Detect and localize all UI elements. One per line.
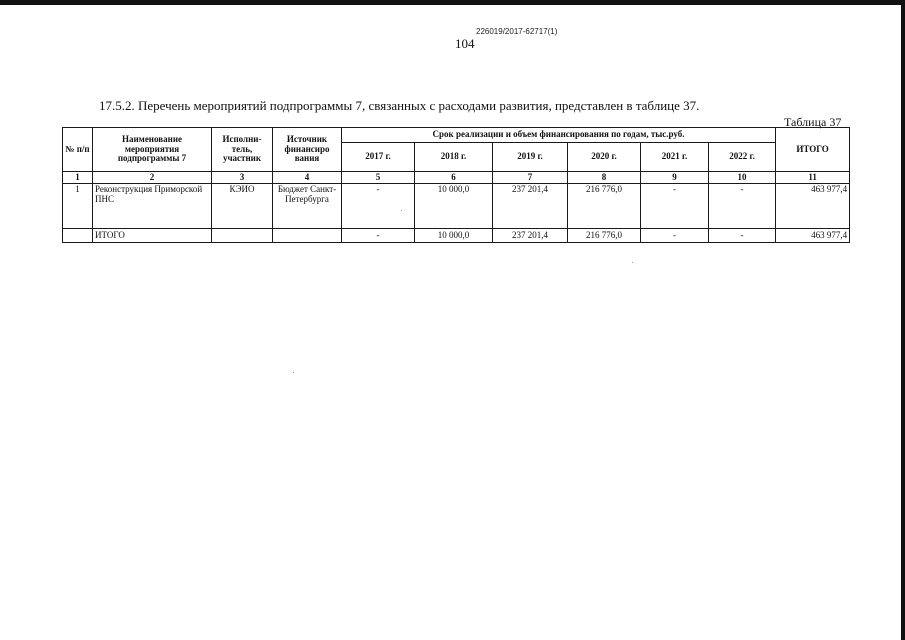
table-total-row bbox=[63, 229, 850, 243]
scan-top-edge bbox=[0, 0, 905, 5]
cell-empty bbox=[212, 229, 273, 243]
column-number: 4 bbox=[273, 172, 342, 184]
cell-value-2021: - bbox=[641, 184, 709, 229]
cell-value-2019: 237 201,4 bbox=[493, 184, 568, 229]
column-number: 6 bbox=[415, 172, 493, 184]
table-header-row-top bbox=[63, 128, 850, 143]
total-value-sum: 463 977,4 bbox=[776, 229, 850, 243]
header-period: Срок реализации и объем финансирования по годам, тыс.руб. bbox=[342, 128, 776, 143]
header-year: 2018 г. bbox=[415, 143, 493, 172]
header-year: 2019 г. bbox=[493, 143, 568, 172]
column-number: 7 bbox=[493, 172, 568, 184]
table-row bbox=[63, 184, 850, 229]
header-year: 2017 г. bbox=[342, 143, 415, 172]
column-number: 3 bbox=[212, 172, 273, 184]
document-registration-number: 226019/2017-62717(1) bbox=[476, 27, 558, 36]
header-year: 2021 г. bbox=[641, 143, 709, 172]
header-source: Источник финансиро вания bbox=[273, 128, 342, 172]
cell-value-2018: 10 000,0 bbox=[415, 184, 493, 229]
cell-num: 1 bbox=[63, 184, 93, 229]
table-column-numbers-row bbox=[63, 172, 850, 184]
column-number: 1 bbox=[63, 172, 93, 184]
column-number: 2 bbox=[93, 172, 212, 184]
column-number: 11 bbox=[776, 172, 850, 184]
table-caption: Таблица 37 bbox=[784, 115, 842, 129]
financing-table bbox=[62, 127, 850, 243]
header-num: № п/п bbox=[63, 128, 93, 172]
scan-right-edge bbox=[901, 0, 905, 640]
header-executor: Исполни-тель, участник bbox=[212, 128, 273, 172]
scan-speck bbox=[293, 372, 294, 373]
cell-name: Реконструкция Приморской ПНС bbox=[93, 184, 212, 229]
cell-executor: КЭИО bbox=[212, 184, 273, 229]
total-value-2020: 216 776,0 bbox=[568, 229, 641, 243]
header-year: 2022 г. bbox=[709, 143, 776, 172]
column-number: 10 bbox=[709, 172, 776, 184]
cell-empty bbox=[63, 229, 93, 243]
header-name: Наименование мероприятия подпрограммы 7 bbox=[93, 128, 212, 172]
column-number: 8 bbox=[568, 172, 641, 184]
cell-value-2020: 216 776,0 bbox=[568, 184, 641, 229]
total-value-2019: 237 201,4 bbox=[493, 229, 568, 243]
header-year: 2020 г. bbox=[568, 143, 641, 172]
header-total: ИТОГО bbox=[776, 128, 850, 172]
total-value-2018: 10 000,0 bbox=[415, 229, 493, 243]
cell-total: 463 977,4 bbox=[776, 184, 850, 229]
total-row-label: ИТОГО bbox=[93, 229, 212, 243]
cell-empty bbox=[273, 229, 342, 243]
total-value-2022: - bbox=[709, 229, 776, 243]
column-number: 5 bbox=[342, 172, 415, 184]
column-number: 9 bbox=[641, 172, 709, 184]
total-value-2021: - bbox=[641, 229, 709, 243]
section-intro-text: 17.5.2. Перечень мероприятий подпрограммы 7, связанных с расходами развития, представлен в таблице 37. bbox=[99, 98, 700, 113]
page-number: 104 bbox=[455, 36, 475, 51]
scan-speck bbox=[401, 210, 402, 211]
cell-value-2017: - bbox=[342, 184, 415, 229]
scan-speck bbox=[632, 262, 633, 263]
total-value-2017: - bbox=[342, 229, 415, 243]
cell-source: Бюджет Санкт-Петербурга bbox=[273, 184, 342, 229]
cell-value-2022: - bbox=[709, 184, 776, 229]
